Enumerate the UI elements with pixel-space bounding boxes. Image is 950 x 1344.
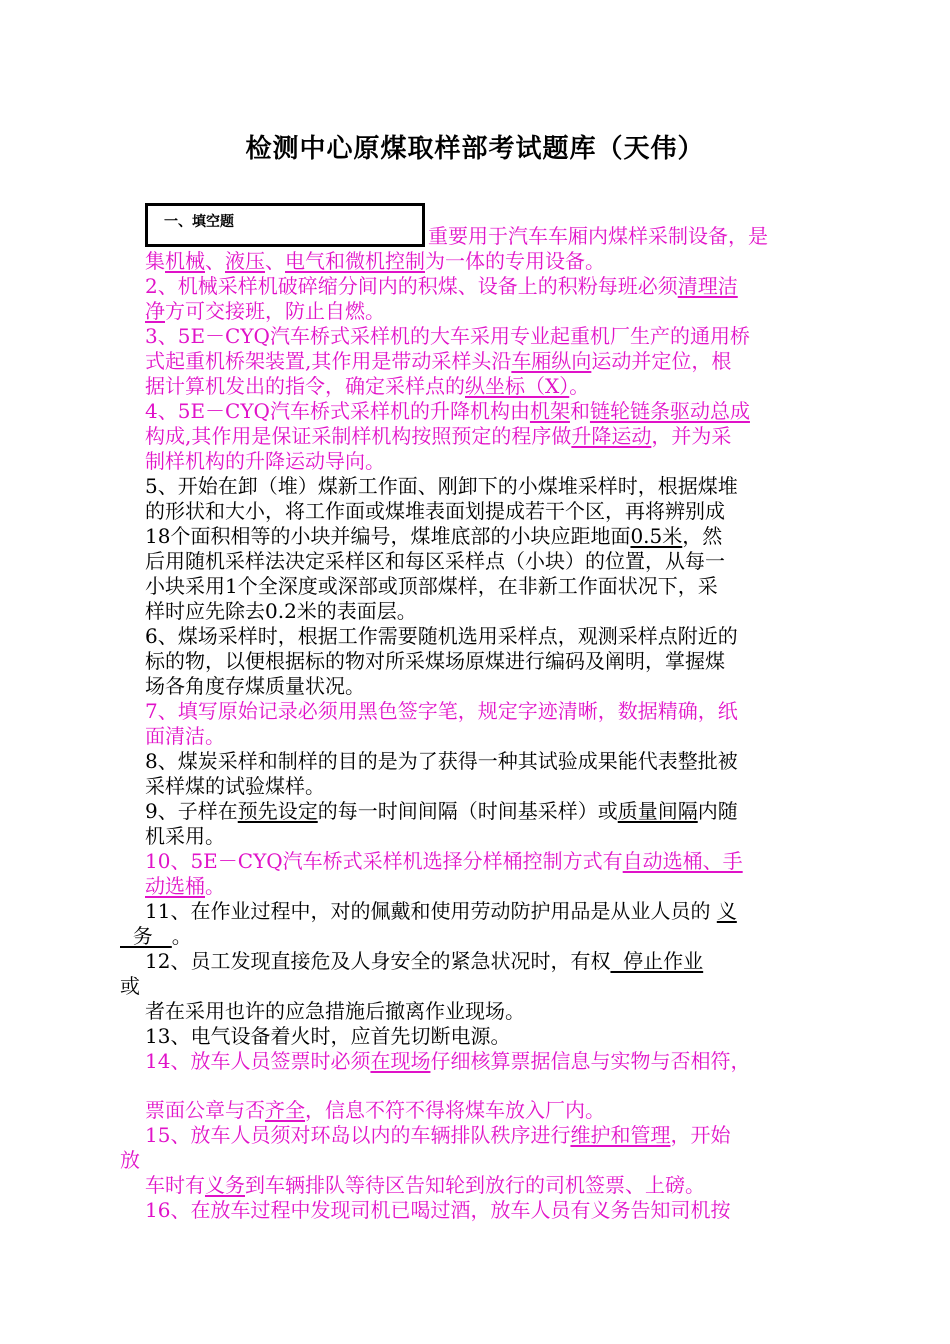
text-segment: 机架	[529, 399, 570, 423]
text-segment: 3、5E－CYQ汽车桥式采样机的大车采用专业起重机厂生产的通用桥	[145, 324, 750, 348]
text-segment: 和	[569, 399, 590, 423]
q12-line-3	[145, 999, 525, 1024]
text-segment: 7、填写原始记录必须用黑色签字笔，规定字迹清晰，数据精确，纸	[145, 699, 738, 723]
q2-line-1	[145, 274, 738, 299]
q8-line-1	[145, 749, 738, 774]
text-segment: 动选桶	[145, 874, 205, 898]
q12-line-2	[120, 974, 140, 999]
q13-line-1	[145, 1024, 510, 1049]
text-segment: 。	[569, 374, 590, 398]
q16-line-1	[145, 1198, 730, 1223]
text-segment: 升降运动	[571, 424, 652, 448]
text-segment: 、	[265, 249, 285, 273]
text-segment: 2、机械采样机破碎缩分间内的积煤、设备上的积粉每班必须	[145, 274, 678, 298]
text-segment: 车厢纵向	[511, 349, 592, 373]
text-segment: ，然	[682, 524, 723, 548]
q3-line-2	[145, 349, 731, 374]
q10-line-1	[145, 849, 743, 874]
q4-line-2	[145, 424, 731, 449]
q8-line-2	[145, 774, 325, 799]
text-segment: 净	[145, 299, 165, 323]
text-segment: 或	[120, 974, 140, 998]
q5-line-5	[145, 574, 718, 599]
text-segment: 自动选桶、手	[622, 849, 743, 873]
text-segment: 小块采用1个全深度或深部或顶部煤样，在非新工作面状况下，采	[145, 574, 718, 598]
q9-line-1	[145, 799, 738, 824]
text-segment: 车时有	[145, 1173, 205, 1197]
text-segment: ，信息不符不得将煤车放入厂内。	[305, 1098, 605, 1122]
text-segment: 5、开始在卸（堆）煤新工作面、刚卸下的小煤堆采样时，根据煤堆	[145, 474, 738, 498]
q14-line-2	[145, 1098, 605, 1123]
text-segment: 者在采用也许的应急措施后撤离作业现场。	[145, 999, 525, 1023]
text-segment: 0.5米	[630, 524, 683, 548]
text-segment: 构成,其作用是保证采制样机构按照预定的程序做	[145, 424, 572, 448]
text-segment: 义务	[205, 1173, 245, 1197]
text-segment: 16、在放车过程中发现司机已喝过酒，放车人员有义务告知司机按	[145, 1198, 731, 1222]
text-segment: 仔细核算票据信息与实物与否相符，	[430, 1049, 751, 1073]
q4-line-3	[145, 449, 385, 474]
q5-line-2	[145, 499, 725, 524]
q1-line-2	[145, 249, 605, 274]
q11-line-2	[120, 924, 192, 949]
text-segment: 9、子样在	[145, 799, 238, 823]
text-segment: 据计算机发出的指令，确定采样点的	[145, 374, 465, 398]
text-segment: 运动并定位，根	[591, 349, 732, 373]
text-segment: 。	[205, 874, 225, 898]
q12-line-1	[145, 949, 703, 974]
text-segment: 采样煤的试验煤样。	[145, 774, 325, 798]
text-segment: 液压	[225, 249, 265, 273]
text-segment: 集	[145, 249, 165, 273]
q9-line-2	[145, 824, 225, 849]
text-segment: 机械	[165, 249, 205, 273]
q3-line-1	[145, 324, 750, 349]
text-segment: 纵坐标（X）	[465, 374, 570, 398]
q14-line-1	[145, 1049, 750, 1074]
text-segment: 维护和管理	[570, 1123, 671, 1147]
q7-line-2	[145, 724, 225, 749]
q4-line-1	[145, 399, 750, 424]
text-segment: 场各角度存煤质量状况。	[145, 674, 365, 698]
q5-line-3	[145, 524, 722, 549]
text-segment: 为一体的专用设备。	[425, 249, 605, 273]
text-segment: 齐全	[265, 1098, 305, 1122]
q5-line-6	[145, 599, 417, 624]
text-segment: 后用随机采样法决定采样区和每区采样点（小块）的位置，从每一	[145, 549, 725, 573]
text-segment: 制样机构的升降运动导向。	[145, 449, 385, 473]
q6-line-2	[145, 649, 725, 674]
text-segment: 放	[120, 1148, 140, 1172]
section-heading-box	[145, 203, 425, 247]
text-segment: 样时应先除去0.2米的表面层。	[145, 599, 417, 623]
text-segment: 18个面积相等的小块并编号，煤堆底部的小块应距地面	[145, 524, 631, 548]
text-segment: 15、放车人员须对环岛以内的车辆排队秩序进行	[145, 1123, 571, 1147]
text-segment: 10、5E－CYQ汽车桥式采样机选择分样桶控制方式有	[145, 849, 623, 873]
text-segment: 。	[171, 924, 192, 948]
text-segment: 4、5E－CYQ汽车桥式采样机的升降机构由	[145, 399, 530, 423]
text-segment: 链轮链条驱动总成	[589, 399, 750, 423]
text-segment: 票面公章与否	[145, 1098, 265, 1122]
text-segment: 13、电气设备着火时，应首先切断电源。	[145, 1024, 511, 1048]
q10-line-2	[145, 874, 225, 899]
section-heading: 一、填空题	[164, 214, 234, 230]
text-segment: 在现场	[370, 1049, 431, 1073]
text-segment: ，开始	[670, 1123, 731, 1147]
text-segment: 机采用。	[145, 824, 225, 848]
q3-line-3	[145, 374, 589, 399]
text-segment: 务	[120, 924, 172, 948]
q2-line-2	[145, 299, 385, 324]
text-segment: 到车辆排队等待区告知轮到放行的司机签票、上磅。	[245, 1173, 705, 1197]
text-segment: 、	[205, 249, 225, 273]
q15-line-1	[145, 1123, 730, 1148]
q5-line-1	[145, 474, 738, 499]
text-segment: 电气和微机控制	[285, 249, 425, 273]
text-segment: 12、员工发现直接危及人身安全的紧急状况时，有权	[145, 949, 611, 973]
text-segment: 面清洁。	[145, 724, 225, 748]
text-segment: 内随	[697, 799, 738, 823]
q1-line-1	[428, 224, 768, 249]
text-segment: 清理洁	[677, 274, 738, 298]
text-segment: 8、煤炭采样和制样的目的是为了获得一种其试验成果能代表整批被	[145, 749, 738, 773]
q7-line-1	[145, 699, 738, 724]
q6-line-1	[145, 624, 738, 649]
text-segment: ，并为采	[651, 424, 732, 448]
text-segment: 的每一时间间隔（时间基采样）或	[317, 799, 618, 823]
text-segment: 质量间隔	[617, 799, 698, 823]
page-title: 检测中心原煤取样部考试题库（天伟）	[245, 134, 705, 164]
text-segment: 重要用于汽车车厢内煤样采制设备，是	[428, 224, 768, 248]
q15-line-2	[120, 1148, 140, 1173]
q5-line-4	[145, 549, 725, 574]
q15-line-3	[145, 1173, 705, 1198]
text-segment: 停止作业	[610, 949, 704, 973]
text-segment: 标的物，以便根据标的物对所采煤场原煤进行编码及阐明，掌握煤	[145, 649, 725, 673]
text-segment: 14、放车人员签票时必须	[145, 1049, 371, 1073]
text-segment: 方可交接班，防止自燃。	[165, 299, 385, 323]
text-segment: 11、在作业过程中，对的佩戴和使用劳动防护用品是从业人员的	[145, 899, 717, 923]
text-segment: 的形状和大小，将工作面或煤堆表面划提成若干个区，再将辨别成	[145, 499, 725, 523]
text-segment: 6、煤场采样时，根据工作需要随机选用采样点，观测采样点附近的	[145, 624, 738, 648]
text-segment: 式起重机桥架装置,其作用是带动采样头沿	[145, 349, 512, 373]
q11-line-1	[145, 899, 737, 924]
q6-line-3	[145, 674, 365, 699]
text-segment: 义	[716, 899, 737, 923]
text-segment: 预先设定	[237, 799, 318, 823]
